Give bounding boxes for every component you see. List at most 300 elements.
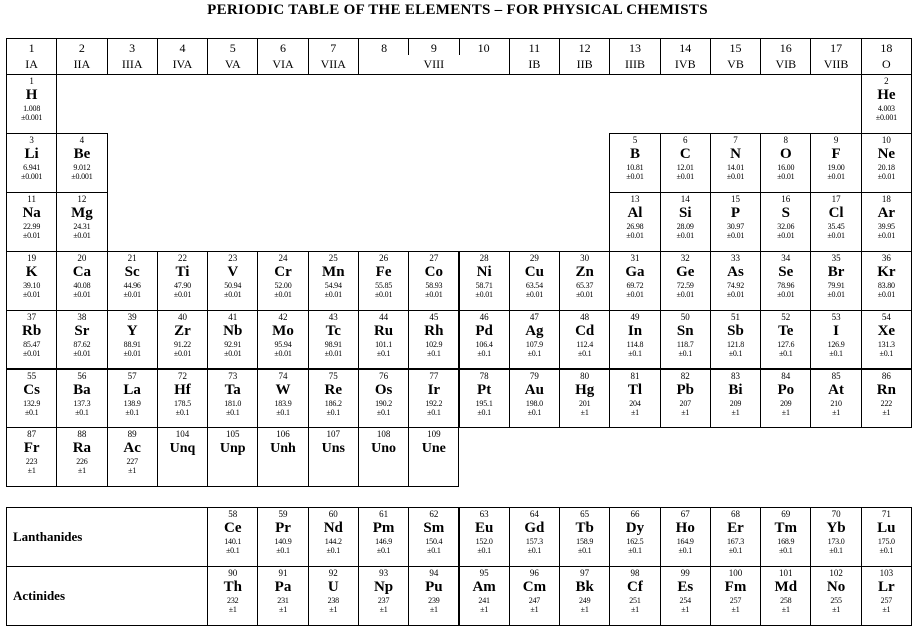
element-cell-fe[interactable]: [358, 251, 409, 311]
element-symbol: K: [25, 263, 38, 280]
element-cell-uno[interactable]: [358, 427, 409, 487]
element-cell-ar[interactable]: [861, 192, 912, 252]
mass-uncertainty: ±0.01: [123, 289, 141, 299]
atomic-number: 35: [831, 252, 841, 263]
mass-uncertainty: ±1: [228, 605, 237, 614]
mass-uncertainty: ±0.1: [24, 407, 39, 417]
atomic-mass: 201: [578, 398, 591, 408]
mass-uncertainty: ±1: [681, 407, 690, 417]
element-cell-uns[interactable]: [308, 427, 359, 487]
element-cell-ga[interactable]: [609, 251, 660, 311]
mass-uncertainty: ±0.01: [626, 230, 644, 240]
element-symbol: Ho: [675, 520, 695, 536]
atomic-mass: 83.80: [877, 280, 895, 290]
element-cell-p[interactable]: [710, 192, 761, 252]
mass-uncertainty: ±1: [580, 407, 589, 417]
element-symbol: Ag: [525, 322, 544, 339]
element-cell-sr[interactable]: [56, 310, 107, 370]
element-cell-w[interactable]: [257, 369, 308, 429]
element-cell-u[interactable]: [308, 566, 359, 626]
element-cell-b[interactable]: [609, 133, 660, 193]
atomic-number: 61: [379, 509, 389, 519]
element-cell-zr[interactable]: [157, 310, 208, 370]
element-symbol: Kr: [877, 263, 896, 280]
atomic-number: 5: [632, 134, 638, 145]
mass-uncertainty: ±0.01: [626, 289, 644, 299]
element-cell-ra[interactable]: [56, 427, 107, 487]
atomic-number: 16: [781, 193, 791, 204]
element-cell-li[interactable]: [6, 133, 57, 193]
element-cell-fr[interactable]: [6, 427, 57, 487]
atomic-mass: 52.00: [274, 280, 292, 290]
atomic-number: 69: [781, 509, 791, 519]
atomic-mass: 249: [578, 596, 591, 605]
mass-uncertainty: ±0.1: [175, 407, 190, 417]
element-cell-yb[interactable]: [810, 507, 861, 567]
mass-uncertainty: ±1: [832, 605, 841, 614]
element-cell-os[interactable]: [358, 369, 409, 429]
element-symbol: At: [828, 381, 844, 398]
element-cell-pb[interactable]: [660, 369, 711, 429]
mass-uncertainty: ±1: [731, 407, 740, 417]
element-cell-he[interactable]: [861, 74, 912, 134]
mass-uncertainty: ±0.1: [276, 407, 290, 417]
element-cell-ta[interactable]: [207, 369, 258, 429]
atomic-number: 101: [779, 568, 793, 578]
atomic-mass: 232: [227, 596, 239, 605]
lanthanides-label-text: Lanthanides: [13, 529, 83, 544]
atomic-mass: 222: [880, 398, 893, 408]
atomic-number: 89: [127, 429, 137, 440]
element-cell-br[interactable]: [810, 251, 861, 311]
group-header-7: [308, 38, 359, 75]
group-divider: [459, 38, 460, 55]
mass-uncertainty: ±0.001: [71, 171, 93, 181]
element-cell-in[interactable]: [609, 310, 660, 370]
element-symbol: Tc: [325, 322, 341, 339]
element-cell-sm[interactable]: [408, 507, 459, 567]
element-cell-cd[interactable]: [559, 310, 610, 370]
element-cell-be[interactable]: [56, 133, 107, 193]
element-cell-eu[interactable]: [459, 507, 510, 567]
element-cell-au[interactable]: [509, 369, 560, 429]
element-symbol: Eu: [474, 520, 494, 536]
element-cell-pu[interactable]: [408, 566, 459, 626]
element-cell-fm[interactable]: [710, 566, 761, 626]
element-symbol: Zn: [575, 263, 594, 280]
element-cell-mg[interactable]: [56, 192, 107, 252]
atomic-number: 10: [881, 134, 891, 145]
element-cell-co[interactable]: [408, 251, 459, 311]
mass-uncertainty: ±0.1: [125, 407, 139, 417]
element-cell-as[interactable]: [710, 251, 761, 311]
element-symbol: Al: [627, 204, 643, 221]
atomic-number: 59: [278, 509, 288, 519]
element-symbol: La: [123, 381, 141, 398]
mass-uncertainty: ±0.1: [75, 407, 89, 417]
atomic-number: 2: [884, 76, 889, 86]
atomic-number: 108: [376, 429, 391, 440]
element-cell-re[interactable]: [308, 369, 359, 429]
mass-uncertainty: ±1: [681, 605, 690, 614]
group-roman: VB: [727, 57, 744, 71]
element-cell-er[interactable]: [710, 507, 761, 567]
group-roman: VIIB: [823, 57, 849, 71]
element-cell-bi[interactable]: [710, 369, 761, 429]
element-symbol: Sr: [74, 322, 90, 339]
atomic-number: 96: [529, 568, 539, 578]
element-cell-ag[interactable]: [509, 310, 560, 370]
atomic-mass: 198.0: [525, 398, 543, 408]
atomic-number: 73: [228, 370, 238, 381]
atomic-number: 63: [479, 509, 489, 519]
element-cell-cm[interactable]: [509, 566, 560, 626]
element-cell-pm[interactable]: [358, 507, 409, 567]
atomic-number: 83: [731, 370, 740, 381]
element-cell-sn[interactable]: [660, 310, 711, 370]
mass-uncertainty: ±0.01: [173, 289, 192, 299]
mass-uncertainty: ±1: [731, 605, 740, 614]
group-number: 7: [330, 41, 337, 55]
element-symbol: Yb: [826, 520, 846, 536]
element-cell-mo[interactable]: [257, 310, 308, 370]
group-number: 10: [477, 41, 490, 55]
atomic-mass: 150.4: [425, 537, 443, 546]
group-number: 14: [679, 41, 692, 55]
atomic-mass: 101.1: [375, 339, 393, 349]
element-symbol: Pa: [274, 579, 292, 595]
mass-uncertainty: ±0.01: [22, 230, 41, 240]
element-symbol: Po: [777, 381, 795, 398]
atomic-number: 7: [733, 134, 738, 145]
atomic-mass: 47.90: [173, 280, 191, 290]
group-roman: VA: [224, 57, 241, 71]
element-cell-cl[interactable]: [810, 192, 861, 252]
mass-uncertainty: ±1: [630, 407, 639, 417]
atomic-number: 9: [833, 134, 839, 145]
element-cell-lu[interactable]: [861, 507, 912, 567]
atomic-mass: 167.3: [727, 537, 745, 546]
atomic-number: 50: [680, 311, 690, 322]
element-cell-f[interactable]: [810, 133, 861, 193]
element-cell-ho[interactable]: [660, 507, 711, 567]
atomic-number: 31: [630, 252, 640, 263]
atomic-mass: 58.93: [425, 280, 443, 290]
atomic-mass: 78.96: [777, 280, 795, 290]
element-cell-po[interactable]: [760, 369, 811, 429]
atomic-number: 62: [429, 509, 439, 519]
atomic-mass: 55.85: [375, 280, 393, 290]
atomic-number: 90: [228, 568, 238, 578]
mass-uncertainty: ±0.1: [628, 546, 642, 555]
mass-uncertainty: ±0.001: [875, 113, 897, 122]
element-cell-rb[interactable]: [6, 310, 57, 370]
atomic-number: 56: [77, 370, 87, 381]
atomic-number: 12: [77, 193, 87, 204]
group-roman: IVA: [172, 57, 193, 71]
atomic-mass: 223: [25, 457, 38, 467]
atomic-number: 33: [731, 252, 740, 263]
mass-uncertainty: ±0.1: [678, 348, 693, 358]
element-cell-es[interactable]: [660, 566, 711, 626]
group-roman: VIB: [775, 57, 797, 71]
element-cell-th[interactable]: [207, 566, 258, 626]
atomic-number: 43: [328, 311, 338, 322]
group-number: 15: [729, 41, 742, 55]
group-divider: [408, 38, 409, 55]
element-cell-na[interactable]: [6, 192, 57, 252]
mass-uncertainty: ±0.01: [324, 289, 342, 299]
group-roman: IIB: [576, 57, 593, 71]
mass-uncertainty: ±0.01: [777, 289, 795, 299]
element-cell-ca[interactable]: [56, 251, 107, 311]
atomic-mass: 118.7: [676, 339, 694, 349]
element-cell-ac[interactable]: [107, 427, 158, 487]
element-cell-ge[interactable]: [660, 251, 711, 311]
mass-uncertainty: ±0.01: [877, 171, 896, 181]
atomic-number: 28: [479, 252, 489, 263]
element-symbol: Re: [324, 381, 343, 398]
element-symbol: Rn: [876, 381, 896, 398]
atomic-number: 44: [379, 311, 389, 322]
element-cell-md[interactable]: [760, 566, 811, 626]
atomic-number: 34: [781, 252, 791, 263]
atomic-mass: 247: [528, 596, 541, 605]
element-cell-tl[interactable]: [609, 369, 660, 429]
element-cell-np[interactable]: [358, 566, 409, 626]
atomic-number: 87: [27, 429, 37, 440]
element-cell-o[interactable]: [760, 133, 811, 193]
atomic-mass: 162.5: [626, 537, 644, 546]
mass-uncertainty: ±0.1: [427, 348, 441, 358]
element-cell-cr[interactable]: [257, 251, 308, 311]
mass-uncertainty: ±0.01: [676, 230, 694, 240]
element-cell-k[interactable]: [6, 251, 57, 311]
atomic-mass: 131.3: [877, 339, 895, 349]
element-cell-tm[interactable]: [760, 507, 811, 567]
mass-uncertainty: ±0.1: [577, 546, 592, 555]
element-cell-y[interactable]: [107, 310, 158, 370]
mass-uncertainty: ±0.01: [827, 171, 845, 181]
atomic-mass: 6.941: [23, 162, 41, 172]
mass-uncertainty: ±0.01: [73, 289, 91, 299]
mass-uncertainty: ±0.1: [728, 348, 743, 358]
element-symbol: Hf: [174, 381, 191, 398]
mass-uncertainty: ±0.01: [224, 289, 242, 299]
atomic-mass: 16.00: [777, 162, 795, 172]
element-cell-xe[interactable]: [861, 310, 912, 370]
atomic-number: 21: [127, 252, 137, 263]
mass-uncertainty: ±1: [128, 466, 137, 476]
group-roman: VIA: [272, 57, 294, 71]
atomic-mass: 144.2: [324, 537, 342, 546]
element-cell-am[interactable]: [459, 566, 510, 626]
element-cell-unq[interactable]: [157, 427, 208, 487]
element-cell-lr[interactable]: [861, 566, 912, 626]
element-cell-dy[interactable]: [609, 507, 660, 567]
mass-uncertainty: ±1: [379, 605, 388, 614]
element-symbol: Ba: [73, 381, 91, 398]
element-cell-n[interactable]: [710, 133, 761, 193]
mass-uncertainty: ±0.01: [173, 348, 192, 358]
atomic-number: 77: [429, 370, 439, 381]
element-cell-kr[interactable]: [861, 251, 912, 311]
element-symbol: Uno: [371, 441, 397, 457]
element-cell-te[interactable]: [760, 310, 811, 370]
element-cell-rn[interactable]: [861, 369, 912, 429]
mass-uncertainty: ±0.01: [726, 230, 745, 240]
element-cell-h[interactable]: [6, 74, 57, 134]
atomic-number: 51: [731, 311, 740, 322]
element-cell-si[interactable]: [660, 192, 711, 252]
element-cell-ni[interactable]: [459, 251, 510, 311]
atomic-number: 27: [429, 252, 439, 263]
atomic-mass: 95.94: [274, 339, 292, 349]
atomic-number: 42: [278, 311, 288, 322]
atomic-mass: 140.9: [274, 537, 292, 546]
element-cell-i[interactable]: [810, 310, 861, 370]
group-number: 4: [179, 41, 186, 55]
atomic-mass: 107.9: [525, 339, 543, 349]
element-cell-v[interactable]: [207, 251, 258, 311]
actinides-label-text: Actinides: [13, 588, 65, 603]
element-cell-gd[interactable]: [509, 507, 560, 567]
atomic-number: 29: [529, 252, 539, 263]
element-symbol: He: [877, 87, 896, 103]
element-symbol: Md: [774, 579, 798, 595]
atomic-mass: 178.5: [173, 398, 191, 408]
element-cell-ti[interactable]: [157, 251, 208, 311]
element-symbol: P: [730, 204, 741, 221]
element-symbol: Se: [778, 263, 794, 280]
element-symbol: Pr: [275, 520, 291, 536]
element-cell-cs[interactable]: [6, 369, 57, 429]
element-cell-nb[interactable]: [207, 310, 258, 370]
group-number: 11: [528, 41, 541, 55]
atomic-mass: 35.45: [827, 221, 845, 231]
element-cell-nd[interactable]: [308, 507, 359, 567]
element-cell-tc[interactable]: [308, 310, 359, 370]
element-cell-no[interactable]: [810, 566, 861, 626]
element-cell-bk[interactable]: [559, 566, 610, 626]
element-cell-cu[interactable]: [509, 251, 560, 311]
atomic-mass: 24.31: [73, 221, 91, 231]
element-cell-at[interactable]: [810, 369, 861, 429]
group-roman: VIII: [423, 57, 445, 71]
atomic-mass: 164.9: [676, 537, 694, 546]
atomic-number: 94: [429, 568, 439, 578]
atomic-mass: 40.08: [73, 280, 91, 290]
mass-uncertainty: ±0.01: [777, 230, 795, 240]
atomic-number: 88: [77, 429, 87, 440]
element-cell-zn[interactable]: [559, 251, 610, 311]
element-cell-pd[interactable]: [459, 310, 510, 370]
element-cell-sb[interactable]: [710, 310, 761, 370]
element-cell-pr[interactable]: [257, 507, 308, 567]
atomic-mass: 4.003: [877, 104, 895, 113]
element-cell-la[interactable]: [107, 369, 158, 429]
element-cell-pt[interactable]: [459, 369, 510, 429]
mass-uncertainty: ±0.01: [877, 230, 896, 240]
element-cell-unp[interactable]: [207, 427, 258, 487]
element-cell-pa[interactable]: [257, 566, 308, 626]
element-cell-une[interactable]: [408, 427, 459, 487]
atomic-number: 81: [630, 370, 640, 381]
element-cell-rh[interactable]: [408, 310, 459, 370]
group-roman: IIIB: [624, 57, 645, 71]
atomic-number: 14: [680, 193, 690, 204]
element-cell-se[interactable]: [760, 251, 811, 311]
element-cell-c[interactable]: [660, 133, 711, 193]
element-cell-ba[interactable]: [56, 369, 107, 429]
atomic-number: 45: [429, 311, 439, 322]
mass-uncertainty: ±0.1: [427, 407, 441, 417]
element-symbol: Une: [421, 441, 446, 457]
element-cell-ir[interactable]: [408, 369, 459, 429]
element-symbol: Nd: [323, 520, 343, 536]
mass-uncertainty: ±0.01: [525, 289, 544, 299]
element-symbol: Tb: [575, 520, 594, 536]
element-symbol: Pt: [477, 381, 492, 398]
atomic-mass: 10.81: [626, 162, 644, 172]
element-symbol: Sb: [727, 322, 744, 339]
element-cell-ru[interactable]: [358, 310, 409, 370]
element-symbol: Cl: [828, 204, 844, 221]
mass-uncertainty: ±0.1: [276, 546, 290, 555]
atomic-mass: 226: [76, 457, 88, 467]
element-cell-unh[interactable]: [257, 427, 308, 487]
atomic-number: 32: [680, 252, 690, 263]
element-symbol: Cm: [522, 579, 547, 595]
group-header-6: [257, 38, 308, 75]
group-roman: IIIA: [121, 57, 143, 71]
element-cell-ce[interactable]: [207, 507, 258, 567]
element-symbol: Gd: [524, 520, 545, 536]
atomic-number: 52: [781, 311, 791, 322]
mass-uncertainty: ±0.01: [726, 289, 745, 299]
element-cell-tb[interactable]: [559, 507, 610, 567]
group-roman: VIIA: [320, 57, 346, 71]
mass-uncertainty: ±1: [480, 605, 489, 614]
element-cell-ne[interactable]: [861, 133, 912, 193]
atomic-number: 18: [881, 193, 891, 204]
atomic-number: 97: [580, 568, 590, 578]
group-roman: IB: [528, 57, 541, 71]
element-symbol: Zr: [174, 322, 191, 339]
atomic-mass: 85.47: [23, 339, 41, 349]
element-cell-mn[interactable]: [308, 251, 359, 311]
atomic-mass: 158.9: [576, 537, 594, 546]
element-cell-s[interactable]: [760, 192, 811, 252]
element-cell-al[interactable]: [609, 192, 660, 252]
atomic-mass: 207: [679, 398, 691, 408]
element-symbol: Bk: [575, 579, 594, 595]
atomic-number: 36: [881, 252, 891, 263]
element-cell-sc[interactable]: [107, 251, 158, 311]
atomic-mass: 22.99: [23, 221, 41, 231]
atomic-number: 109: [427, 429, 441, 440]
atomic-mass: 32.06: [777, 221, 795, 231]
atomic-number: 70: [831, 509, 841, 519]
group-number: 12: [578, 41, 591, 55]
element-symbol: Pb: [676, 381, 694, 398]
element-cell-hg[interactable]: [559, 369, 610, 429]
element-cell-hf[interactable]: [157, 369, 208, 429]
element-cell-cf[interactable]: [609, 566, 660, 626]
atomic-mass: 254: [679, 596, 691, 605]
mass-uncertainty: ±0.01: [274, 348, 292, 358]
element-symbol: Ta: [224, 381, 241, 398]
